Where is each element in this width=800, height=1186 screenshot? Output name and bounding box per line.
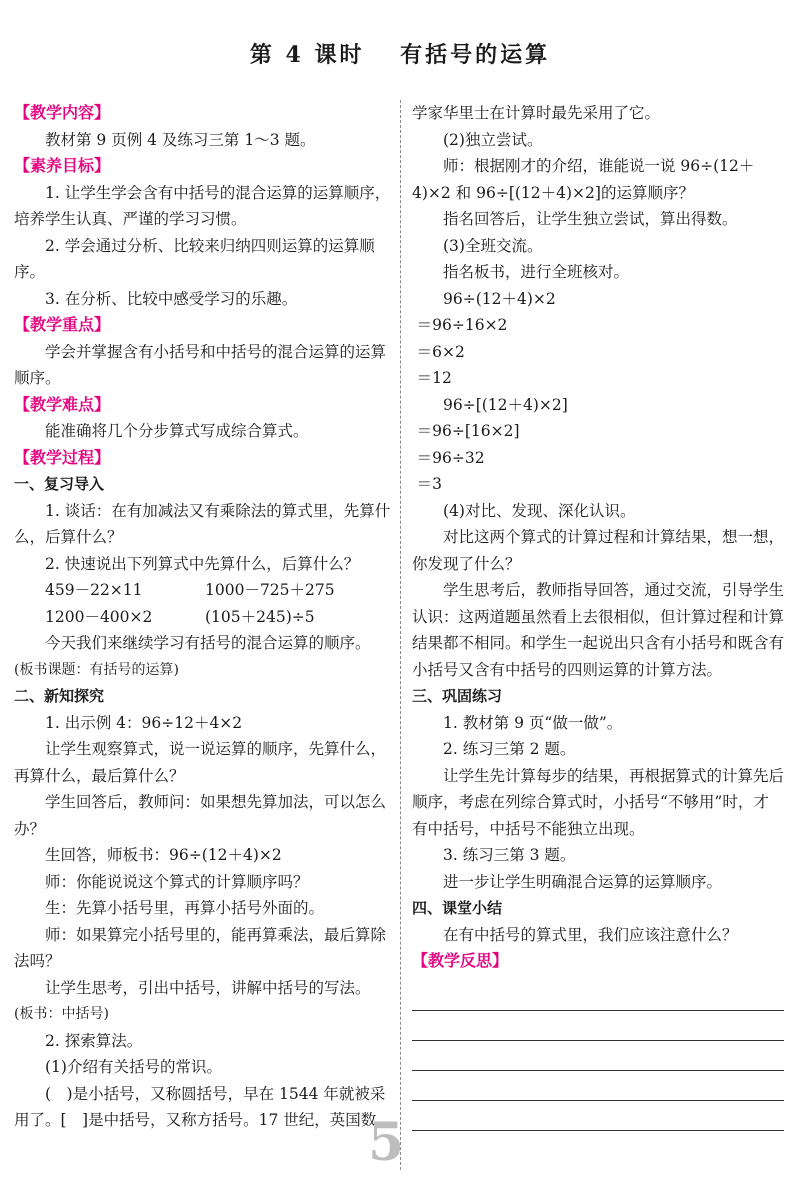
paragraph: 师：如果算完小括号里的，能再算乘法，最后算除法吗？ [14, 925, 387, 970]
paragraph: 指名板书，进行全班核对。 [443, 263, 630, 281]
calculation-step: ＝96÷[16×2] [416, 422, 520, 440]
writing-line [412, 1071, 784, 1101]
column-divider [400, 100, 401, 1170]
board-note: (板书：中括号) [14, 1006, 109, 1022]
paragraph: 学生思考后，教师指导回答，通过交流，引导学生认识：这两道题虽然看上去很相似，但计算过程和计算结果都不相同。和学生一起说出只含有小括号和既含有小括号又含有中括号的四则运算的计算方法。 [412, 581, 785, 679]
paragraph: 对比这两个算式的计算过程和计算结果，想一想，你发现了什么？ [412, 528, 785, 573]
writing-line [412, 1041, 784, 1071]
page-number: 5 [368, 1112, 405, 1173]
paragraph: 指名回答后，让学生独立尝试，算出得数。 [443, 210, 738, 228]
paragraph: (1)介绍有关括号的常识。 [45, 1058, 222, 1076]
subsection-heading: 二、新知探究 [14, 687, 105, 705]
paragraph: 1. 出示例 4：96÷12＋4×2 [45, 713, 243, 732]
calculation-step: ＝12 [416, 369, 452, 387]
paragraph: 1. 谈话：在有加减法又有乘除法的算式里，先算什么，后算什么？ [14, 501, 391, 546]
paragraph: 学会并掌握含有小括号和中括号的混合运算的运算顺序。 [14, 342, 387, 387]
subsection-heading: 四、课堂小结 [412, 899, 503, 917]
paragraph: 1. 教材第 9 页“做一做”。 [443, 713, 623, 732]
paragraph: 能准确将几个分步算式写成综合算式。 [45, 422, 309, 440]
expression: 459－22×11 [45, 581, 143, 599]
section-heading-difficulties: 【教学难点】 [14, 394, 111, 414]
paragraph: 今天我们来继续学习有括号的混合运算的顺序。 [45, 634, 371, 652]
writing-line [412, 981, 784, 1011]
paragraph: 进一步让学生明确混合运算的运算顺序。 [443, 872, 723, 891]
expression-row [14, 577, 392, 604]
paragraph: 2. 探索算法。 [45, 1031, 143, 1050]
board-note: (板书课题：有括号的运算) [14, 661, 179, 678]
right-column [412, 100, 784, 1131]
paragraph: 2. 学会通过分析、比较来归纳四则运算的运算顺序。 [14, 236, 375, 281]
writing-line [412, 1101, 784, 1131]
paragraph: 让学生先计算每步的结果，再根据算式的计算先后顺序，考虑在列综合算式时，小括号“不够用”时，才有中括号，中括号不能独立出现。 [412, 766, 785, 838]
calculation-step: 96÷(12＋4)×2 [443, 289, 556, 308]
page-title: 第 4 课时 有括号的运算 [249, 42, 551, 68]
paragraph: (3)全班交流。 [443, 236, 543, 255]
paragraph: 2. 练习三第 2 题。 [443, 740, 576, 758]
expression: 1200－400×2 [45, 607, 153, 626]
subsection-heading: 三、巩固练习 [412, 687, 503, 705]
subsection-heading: 一、复习导入 [14, 475, 105, 493]
paragraph: (2)独立尝试。 [443, 130, 543, 149]
paragraph: ( )是小括号，又称圆括号，早在 1544 年就被采用了。[ ]是中括号，又称方括号。17 世纪，英国数 [14, 1084, 386, 1129]
paragraph: 学生回答后，教师问：如果想先算加法，可以怎么办？ [14, 793, 387, 838]
paragraph: 教材第 9 页例 4 及练习三第 1～3 题。 [45, 130, 316, 149]
paragraph: (4)对比、发现、深化认识。 [443, 501, 636, 520]
calculation-step: ＝3 [416, 475, 443, 493]
section-heading-process: 【教学过程】 [14, 447, 111, 467]
paragraph: 3. 练习三第 3 题。 [443, 846, 576, 864]
expression: 1000－725＋275 [205, 581, 335, 599]
paragraph: 2. 快速说出下列算式中先算什么，后算什么？ [45, 554, 360, 573]
calculation-step: ＝96÷16×2 [416, 316, 508, 334]
reflection-lines [412, 981, 784, 1131]
paragraph: 学家华里士在计算时最先采用了它。 [412, 104, 661, 122]
paragraph: 1. 让学生学会含有中括号的混合运算的运算顺序，培养学生认真、严谨的学习习惯。 [14, 183, 391, 228]
paragraph: 3. 在分析、比较中感受学习的乐趣。 [45, 289, 298, 308]
writing-line [412, 1011, 784, 1041]
calculation-step: ＝6×2 [416, 342, 465, 361]
section-heading-reflection: 【教学反思】 [412, 951, 509, 970]
paragraph: 师：根据刚才的介绍，谁能说一说 96÷(12＋4)×2 和 96÷[(12＋4)×2]的运算顺序？ [412, 157, 755, 202]
section-heading-goals: 【素养目标】 [14, 156, 111, 175]
calculation-step: ＝96÷32 [416, 448, 485, 467]
expression-row [14, 604, 392, 631]
section-heading-content: 【教学内容】 [14, 103, 111, 122]
paragraph: 生回答，师板书：96÷(12＋4)×2 [45, 846, 282, 864]
paragraph: 让学生观察算式，说一说运算的顺序，先算什么，再算什么，最后算什么？ [14, 740, 387, 785]
expression: (105＋245)÷5 [205, 607, 315, 626]
left-column [14, 100, 392, 1134]
paragraph: 生：先算小括号里，再算小括号外面的。 [45, 899, 325, 917]
section-heading-key-points: 【教学重点】 [14, 315, 111, 334]
paragraph: 师：你能说说这个算式的计算顺序吗？ [45, 872, 309, 891]
calculation-step: 96÷[(12＋4)×2] [443, 395, 568, 414]
paragraph: 让学生思考，引出中括号，讲解中括号的写法。 [45, 978, 371, 997]
paragraph: 在有中括号的算式里，我们应该注意什么？ [443, 925, 738, 944]
